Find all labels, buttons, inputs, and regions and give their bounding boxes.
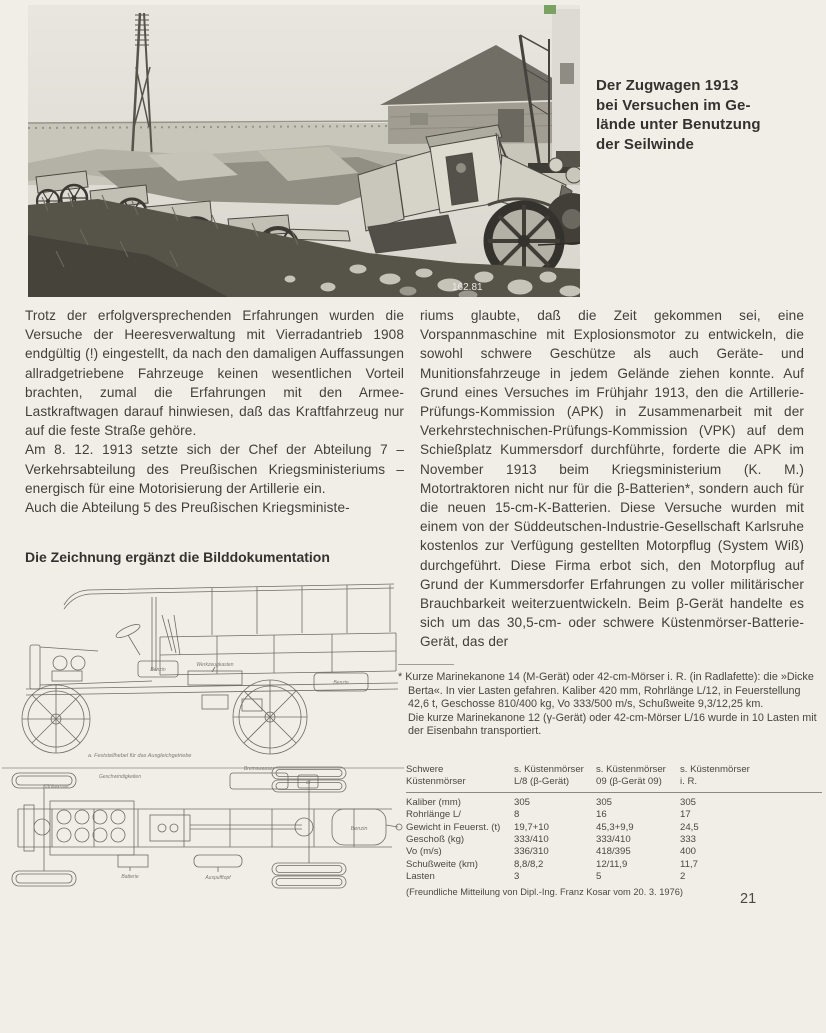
- chassis-plan: [12, 766, 402, 888]
- paragraph: Auch die Abteilung 5 des Preußischen Kriegsministe-: [25, 500, 350, 516]
- table-rule: [406, 792, 822, 793]
- paragraph: riums glaubte, daß die Zeit gekommen sei, eine Vorspannmaschine mit Explosionsmotor zu entwickeln, die sowohl schwere Geschütze als auch Geräte- und Munitionsfahrzeuge in jedem Gelände ziehen konnte. Auf Grund eines Versuches im Frühjahr 1913, den die Artillerie-Prüfungs-Kommission (APK) in Zusammenarbeit mit der Verkehrstechnischen-Prüfungs-Kommission (VPK) auf dem Schießplatz Kummersdorf durchführte, forderte die APK im November 1913 beim Kriegsministerium (K. M.) Motortraktoren nicht nur für die β-Batterien*, sondern auch für die neuen 15-cm-K-Batterien. Diese Versuche wurden mit einem von der Süddeutschen-Industrie-Gesellschaft Karlsruhe kostenlos zur Verfügung gestellten Motorpflug (System Wiß) durchgeführt. Diese Firma erbot sich, den Motorpflug auf Grund der Kummersdorfer Erfahrungen zu voller militärischer Brauchbarkeit weiterzuentwickeln. Beim β-Gerät handelte es sich um das 30,5-cm- oder schwere Küstenmörser-Batterie-Gerät, das der: [420, 308, 804, 650]
- table-header-cell: s. Küstenmörser L/8 (β-Gerät): [514, 764, 584, 788]
- photo-stamp: 162.81: [452, 282, 483, 293]
- side-elevation: [22, 584, 398, 759]
- label-bremswasser: Bremswasser: [243, 766, 275, 772]
- table-header-row: [406, 764, 822, 789]
- body-column-right: [420, 306, 804, 652]
- photo-illustration: [28, 5, 580, 297]
- label-auspufftopf: Auspufftopf: [205, 875, 231, 881]
- photo-caption: [596, 76, 824, 154]
- photo-zugwagen: [28, 5, 580, 297]
- label-oel: Öl: [305, 780, 311, 785]
- table-source-note: (Freundliche Mitteilung von Dipl.-Ing. Franz Kosar vom 20. 3. 1976): [406, 886, 683, 897]
- table-header-cell: s. Küstenmörser 09 (β-Gerät 09): [596, 764, 666, 788]
- table-row: Lasten 3 5 2: [406, 871, 686, 883]
- footnote-rule: [398, 664, 454, 665]
- label-batterie: Batterie: [121, 874, 139, 880]
- table-row: Geschoß (kg) 333/410 333/410 333: [406, 834, 697, 846]
- label-benzin-side2: Benzin: [333, 680, 349, 686]
- drawing-sub-caption: a. Feststellhebel für das Ausgleichgetriebe: [88, 753, 192, 759]
- label-geschwindigkeiten: Geschwindigkeiten: [99, 774, 141, 780]
- footnote-paragraph: * Kurze Marinekanone 14 (M-Gerät) oder 42-cm-Mörser i. R. (in Radlafette): die »Dicke Berta«. In vier Lasten gefahren. Kaliber 420 mm, Rohrlänge L/12, in Feuerstellung 42,6 t, Geschosse 810/400 kg, Vo 333/500 m/s, Schußweite 9,3/12,25 km.: [398, 671, 814, 711]
- caption-line: bei Versuchen im Ge-: [596, 96, 751, 114]
- caption-line: der Seilwinde: [596, 135, 694, 153]
- table-row: Schußweite (km) 8,8/8,2 12/11,9 11,7: [406, 858, 698, 870]
- table-row: Vo (m/s) 336/310 418/395 400: [406, 846, 697, 858]
- table-header-cell: s. Küstenmörser i. R.: [680, 764, 750, 788]
- body-column-left: [25, 306, 404, 517]
- label-benzin-side: Benzin: [150, 667, 166, 673]
- paragraph: Am 8. 12. 1913 setzte sich der Chef der Abteilung 7 – Verkehrsabteilung des Preußischen Kriegsministeriums – energisch für eine Motorisierung der Artillerie ein.: [25, 442, 404, 496]
- label-benzin-plan: Benzin: [350, 826, 368, 832]
- table-row: Gewicht in Feuerst. (t) 19,7+10 45,3+9,9 24,5: [406, 821, 699, 833]
- paragraph: Trotz der erfolgversprechenden Erfahrungen wurden die Versuche der Heeresverwaltung mit Vierradantrieb 1908 endgültig (!) eingestellt, da nach den damaligen Auffassungen allradgetriebene Fahrzeuge keinen wesentlichen Vorteil brachten, zumal die Erfahrungen mit den Armee-Lastkraftwagen darauf hinwiesen, daß das Kraftfahrzeug nur auf die feste Straße gehöre.: [25, 308, 404, 439]
- label-kuehlwasser: Kühlwasser: [43, 784, 69, 790]
- table-row: Rohrlänge L/ 8 16 17: [406, 809, 691, 821]
- spec-table: [406, 764, 822, 898]
- page-number: 21: [740, 891, 757, 907]
- truck-drawing: [2, 575, 404, 893]
- footnote: [398, 671, 822, 739]
- drawing-heading: Die Zeichnung ergänzt die Bilddokumentation: [25, 549, 330, 565]
- caption-line: lände unter Benutzung: [596, 116, 761, 133]
- label-werkzeugkasten: Werkzeugkasten: [196, 662, 234, 668]
- caption-line: Der Zugwagen 1913: [596, 77, 739, 94]
- table-row: Kaliber (mm) 305 305 305: [406, 796, 697, 808]
- footnote-paragraph: Die kurze Marinekanone 12 (γ-Gerät) oder 42-cm-Mörser L/16 wurde in 10 Lasten mit der Eisenbahn transportiert.: [408, 711, 817, 738]
- technical-drawing: [2, 575, 404, 893]
- table-header-cell: Schwere Küstenmörser: [406, 764, 466, 788]
